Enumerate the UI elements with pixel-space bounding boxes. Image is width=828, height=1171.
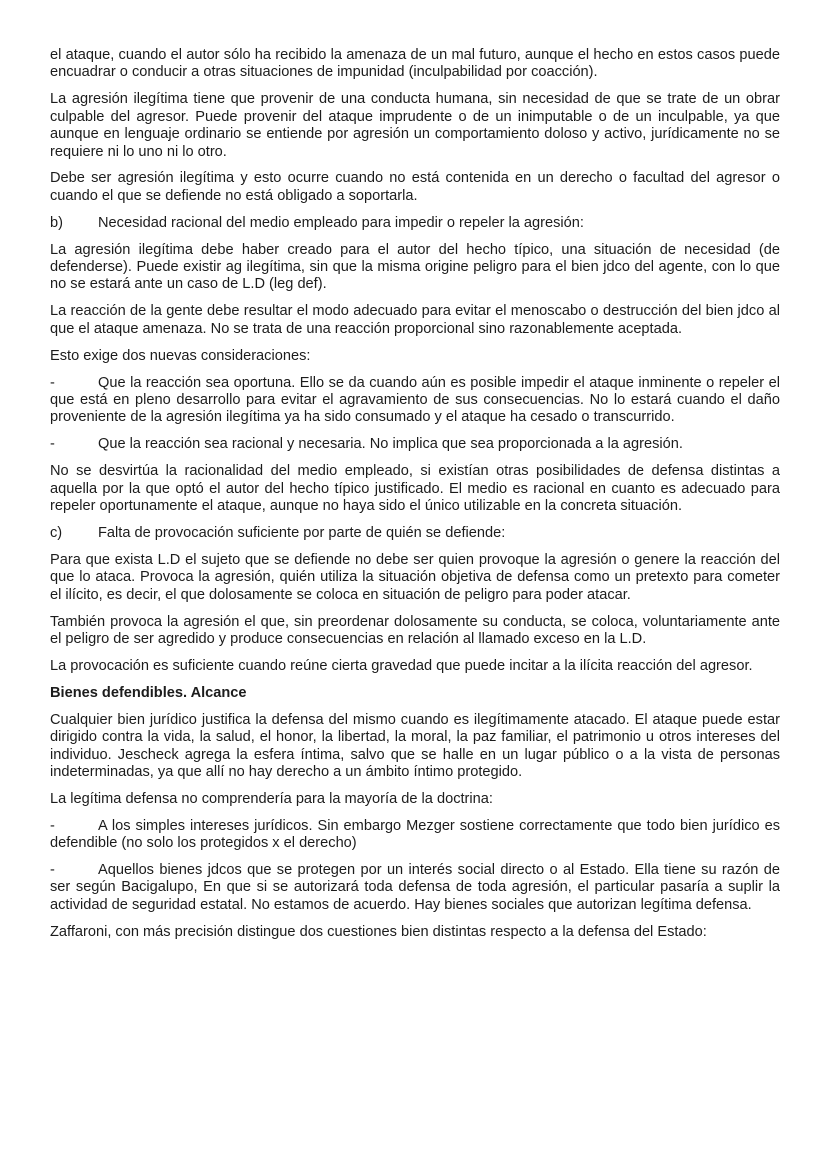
paragraph: La provocación es suficiente cuando reúne cierta gravedad que puede incitar a la ilícita reacción del agresor.	[50, 657, 753, 674]
list-label: c)	[50, 524, 63, 541]
paragraph: La agresión ilegítima debe haber creado para el autor del hecho típico, una situación de necesidad (de defenderse). Puede existir ag ilegítima, sin que la misma origine peligro para el bien jdco del agente, con lo que no se estará ante un caso de L.D (leg def).	[50, 241, 780, 293]
paragraph: También provoca la agresión el que, sin preordenar dolosamente su conducta, se coloca, voluntariamente ante el peligro de ser agredido y produce consecuencias en relación al llamado exceso en la L.D.	[50, 613, 780, 647]
bullet-item	[50, 375, 780, 427]
paragraph: Esto exige dos nuevas consideraciones:	[50, 347, 311, 364]
bullet-item	[50, 818, 780, 853]
list-item-b	[50, 215, 780, 232]
paragraph: Cualquier bien jurídico justifica la defensa del mismo cuando es ilegítimamente atacado. El ataque puede estar dirigido contra la vida, la salud, el honor, la libertad, la moral, la paz familiar, el patrimonio u otros intereses del individuo. Jescheck agrega la esfera íntima, salvo que se halle en un lugar público o a la vista de personas indeterminadas, ya que allí no hay derecho a un ámbito íntimo protegido.	[50, 711, 780, 780]
bullet-text: Que la reacción sea oportuna. Ello se da cuando aún es posible impedir el ataque inminente o repeler el que está en pleno desarrollo para evitar el agravamiento de sus consecuencias. No lo estará cuando el daño proveniente de la agresión ilegítima ya ha sido consumado y el ataque ha cesado o transcurrido.	[50, 374, 780, 426]
bullet-dash: -	[50, 436, 55, 453]
paragraph: el ataque, cuando el autor sólo ha recibido la amenaza de un mal futuro, aunque el hecho en estos casos puede encuadrar o conducir a otras situaciones de impunidad (inculpabilidad por coacción).	[50, 47, 780, 81]
paragraph: La agresión ilegítima tiene que provenir de una conducta humana, sin necesidad de que se trate de un obrar culpable del agresor. Puede provenir del ataque imprudente o de un inimputable o de un inculpable, ya que aunque en lenguaje ordinario se entiende por agresión un comportamiento doloso y activo, jurídicamente no se requiere ni lo uno ni lo otro.	[50, 91, 780, 160]
bullet-item	[50, 862, 780, 914]
list-item-text: Falta de provocación suficiente por parte de quién se defiende:	[98, 524, 506, 541]
paragraph: Zaffaroni, con más precisión distingue dos cuestiones bien distintas respecto a la defensa del Estado:	[50, 923, 707, 940]
bullet-text: Que la reacción sea racional y necesaria. No implica que sea proporcionada a la agresión.	[98, 436, 683, 453]
section-heading: Bienes defendibles. Alcance	[50, 684, 247, 701]
paragraph: Debe ser agresión ilegítima y esto ocurre cuando no está contenida en un derecho o facultad del agresor o cuando el que se defiende no está obligado a soportarla.	[50, 170, 780, 204]
bullet-dash: -	[50, 374, 55, 391]
bullet-text: Aquellos bienes jdcos que se protegen por un interés social directo o al Estado. Ella tiene su razón de ser según Bacigalupo, En que si se autorizará toda defensa de toda agresión, el particular pasaría a suplir la actividad de seguridad estatal. No estamos de acuerdo. Hay bienes sociales que autorizan legítima defensa.	[50, 862, 780, 913]
list-item-text: Necesidad racional del medio empleado para impedir o repeler la agresión:	[98, 214, 584, 231]
paragraph: La reacción de la gente debe resultar el modo adecuado para evitar el menoscabo o destrucción del bien jdco al que el ataque amenaza. No se trata de una reacción proporcional sino razonablemente aceptada.	[50, 303, 780, 337]
bullet-dash: -	[50, 862, 55, 879]
list-label: b)	[50, 214, 63, 231]
paragraph: No se desvirtúa la racionalidad del medio empleado, si existían otras posibilidades de defensa distintas a aquella por la que optó el autor del hecho típico justificado. El medio es racional en cuanto es adecuado para repeler oportunamente el ataque, aunque no haya sido el único utilizable en la concreta situación.	[50, 463, 780, 515]
bullet-text: A los simples intereses jurídicos. Sin embargo Mezger sostiene correctamente que todo bien jurídico es defendible (no solo los protegidos x el derecho)	[50, 817, 780, 852]
bullet-item	[50, 436, 780, 453]
paragraph: La legítima defensa no comprendería para la mayoría de la doctrina:	[50, 790, 493, 807]
paragraph: Para que exista L.D el sujeto que se defiende no debe ser quien provoque la agresión o genere la reacción del que lo ataca. Provoca la agresión, quién utiliza la situación objetiva de defensa como un pretexto para cometer el ilícito, es decir, el que dolosamente se coloca en situación de peligro para poder atacar.	[50, 551, 780, 603]
list-item-c	[50, 525, 780, 542]
bullet-dash: -	[50, 817, 55, 834]
